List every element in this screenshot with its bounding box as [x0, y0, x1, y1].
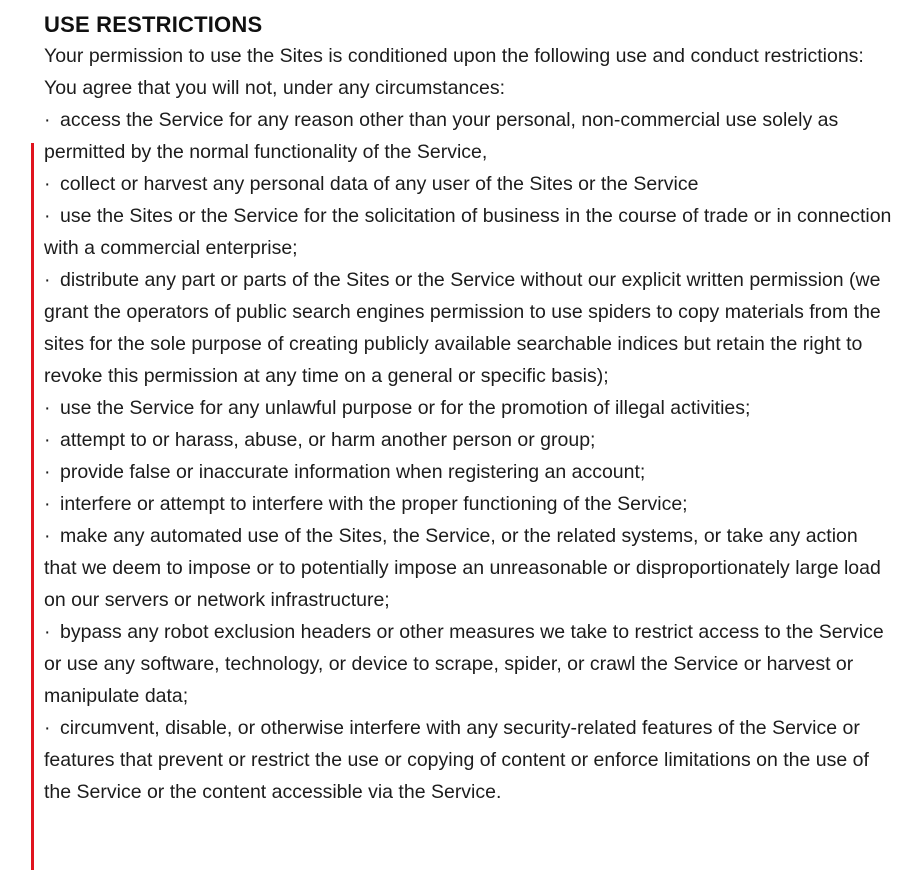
bullet-icon: · — [44, 205, 51, 227]
bullet-icon: · — [44, 269, 51, 291]
list-item — [44, 456, 894, 488]
bullet-icon: · — [44, 717, 51, 739]
lead-paragraph: You agree that you will not, under any circumstances: — [44, 77, 506, 99]
list-item-text: circumvent, disable, or otherwise interfere with any security-related features of the Service or features that prevent or restrict the use or copying of content or enforce limitations on the use of the Service or the content accessible via the Service. — [44, 717, 869, 803]
bullet-icon: · — [44, 493, 51, 515]
use-restrictions-section — [44, 10, 894, 808]
quote-accent-bar — [31, 143, 34, 870]
list-item — [44, 520, 894, 616]
list-item-text: use the Service for any unlawful purpose or for the promotion of illegal activities; — [60, 397, 751, 419]
list-item-text: make any automated use of the Sites, the Service, or the related systems, or take any action that we deem to impose or to potentially impose an unreasonable or disproportionately large load on our servers or network infrastructure; — [44, 525, 881, 611]
list-item — [44, 392, 894, 424]
list-item — [44, 104, 894, 168]
intro-paragraph: Your permission to use the Sites is conditioned upon the following use and conduct restrictions: — [44, 45, 864, 67]
list-item — [44, 616, 894, 712]
list-item — [44, 200, 894, 264]
list-item — [44, 712, 894, 808]
bullet-icon: · — [44, 525, 51, 547]
list-item — [44, 264, 894, 392]
list-item — [44, 168, 894, 200]
list-item-text: use the Sites or the Service for the solicitation of business in the course of trade or in connection with a commercial enterprise; — [44, 205, 892, 259]
list-item-text: access the Service for any reason other than your personal, non-commercial use solely as permitted by the normal functionality of the Service, — [44, 109, 839, 163]
bullet-icon: · — [44, 429, 51, 451]
list-item-text: collect or harvest any personal data of any user of the Sites or the Service — [60, 173, 699, 195]
list-item-text: interfere or attempt to interfere with the proper functioning of the Service; — [60, 493, 688, 515]
list-item-text: provide false or inaccurate information when registering an account; — [60, 461, 646, 483]
list-item — [44, 424, 894, 456]
bullet-icon: · — [44, 173, 51, 195]
section-heading: USE RESTRICTIONS — [44, 12, 263, 37]
bullet-icon: · — [44, 461, 51, 483]
list-item — [44, 488, 894, 520]
bullet-icon: · — [44, 621, 51, 643]
list-item-text: bypass any robot exclusion headers or other measures we take to restrict access to the Service or use any software, technology, or device to scrape, spider, or crawl the Service or harvest or manipulate data; — [44, 621, 884, 707]
bullet-icon: · — [44, 397, 51, 419]
list-item-text: attempt to or harass, abuse, or harm another person or group; — [60, 429, 596, 451]
list-item-text: distribute any part or parts of the Sites or the Service without our explicit written permission (we grant the operators of public search engines permission to use spiders to copy materials from the sites for the sole purpose of creating publicly available searchable indices but retain the right to revoke this permission at any time on a general or specific basis); — [44, 269, 881, 387]
restrictions-list — [44, 104, 894, 808]
bullet-icon: · — [44, 109, 51, 131]
